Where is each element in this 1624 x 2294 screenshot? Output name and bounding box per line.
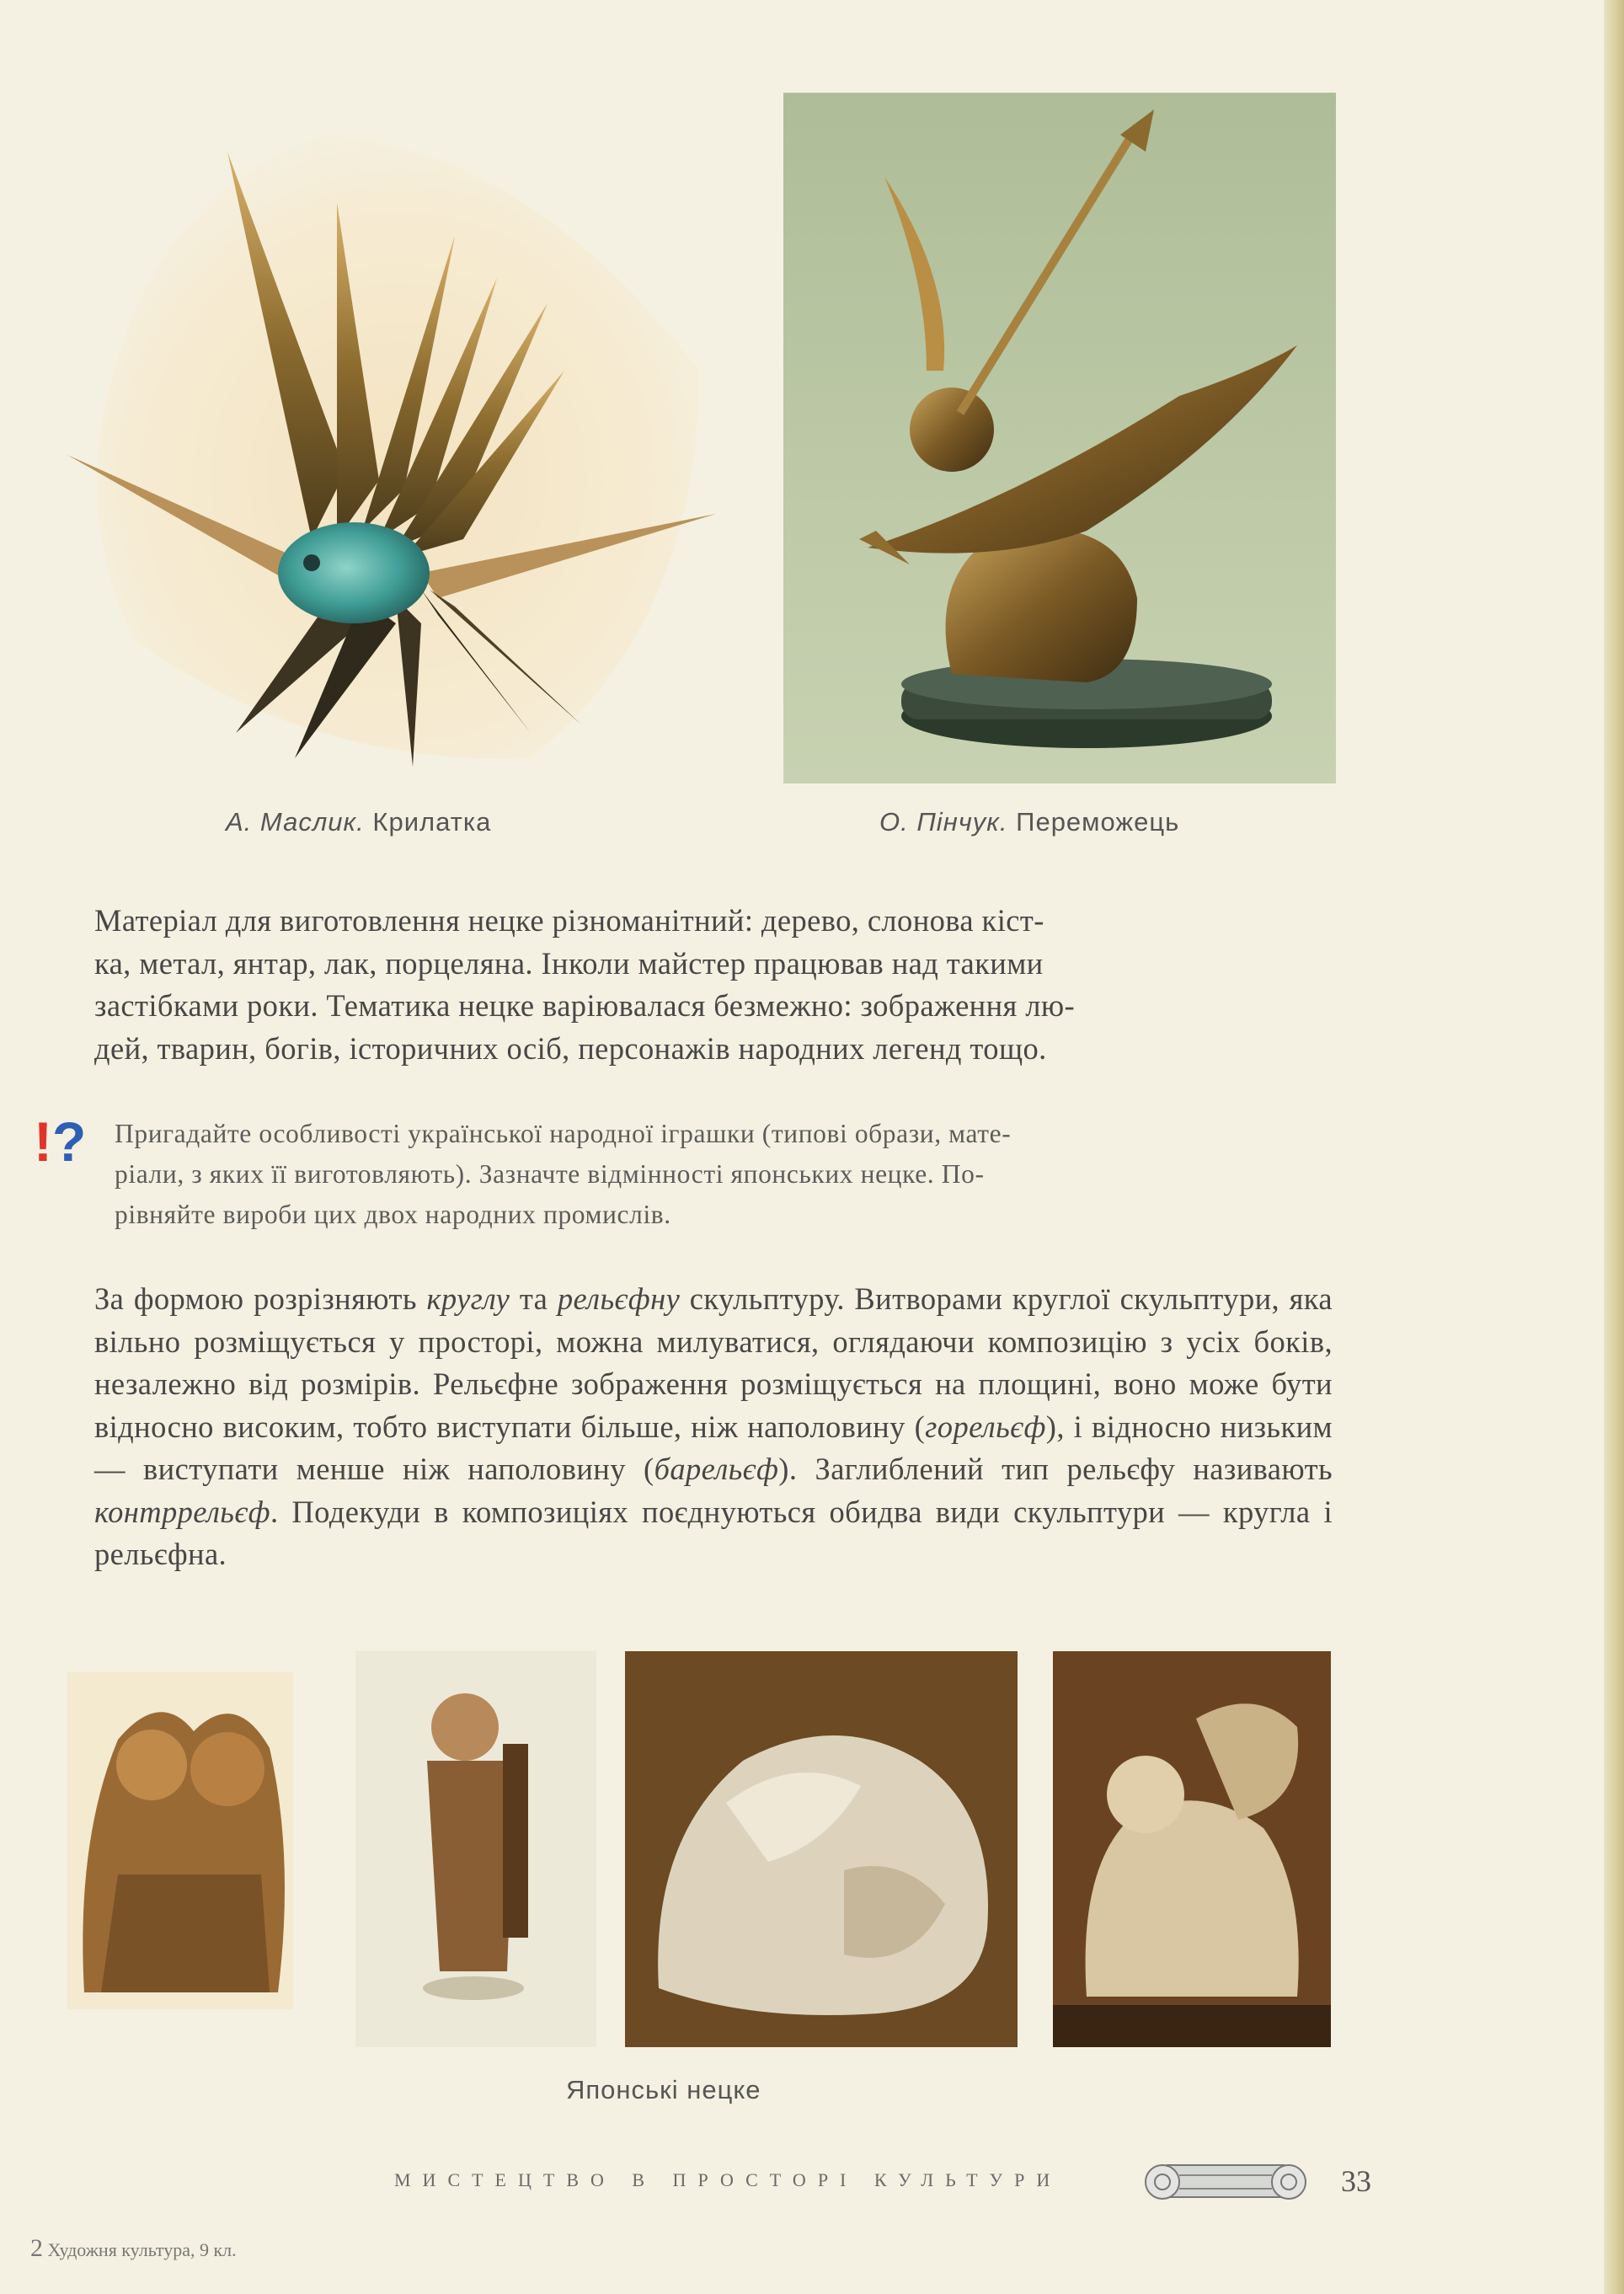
imprint: 2 Художня культура, 9 кл.: [30, 2234, 237, 2262]
term-barelief: барельєф: [654, 1452, 779, 1486]
exclamation-question-icon: !?: [34, 1110, 87, 1173]
column-capital-icon: [1137, 2157, 1314, 2207]
caption-peremozhets: О. Пінчук. Переможець: [879, 807, 1180, 837]
question-line: рівняйте вироби цих двох народних промислів.: [115, 1200, 671, 1229]
paragraph-materials: [94, 900, 1333, 1070]
photo-netsuke-4: [1053, 1651, 1331, 2047]
term-kontrrelief: контррельєф: [94, 1494, 270, 1529]
photo-peremozhets: [783, 93, 1336, 783]
paragraph-sculpture-types: За формою розрізняють круглу та рельєфну скульптуру. Витворами круглої скульптури, яка вільно розміщується у просторі, можна милуватися, оглядаючи композицію з усіх боків, незалежно від розмірів. Рельєфне зображення розміщується на площині, воно може бути відносно високим, тобто виступати більше, ніж наполовину (горельєф), і відносно низьким — виступати менше ніж наполовину (барельєф). Заглиблений тип рельєфу називають контррельєф. Подекуди в композиціях поєднуються обидва види скульптури — кругла і рельєфна.: [94, 1281, 1333, 1571]
term-gorelief: горельєф: [925, 1409, 1046, 1444]
page-edge: [1604, 0, 1624, 2294]
paragraph-line: ка, метал, янтар, лак, порцеляна. Інколи майстер працював над такими: [94, 945, 1044, 981]
term-kruhla: круглу: [426, 1281, 510, 1316]
paragraph-line: дей, тварин, богів, історичних осіб, персонажів народних легенд тощо.: [94, 1030, 1047, 1066]
photo-netsuke-2: [355, 1651, 596, 2047]
page-number: 33: [1341, 2164, 1371, 2198]
term-relief: рельєфну: [557, 1281, 681, 1316]
photo-netsuke-1: [67, 1672, 293, 2009]
caption-krylatka: А. Маслик. Крилатка: [226, 807, 492, 837]
question-block: [115, 1114, 1333, 1235]
footer-running-title: МИСТЕЦТВО В ПРОСТОРІ КУЛЬТУРИ: [394, 2169, 1062, 2190]
photo-krylatka: [59, 118, 733, 775]
paragraph-line: Матеріал для виготовлення нецке різноманітний: дерево, слонова кіст-: [94, 903, 1044, 938]
paragraph-line: застібками роки. Тематика нецке варіювалася безмежно: зображення лю-: [94, 988, 1076, 1023]
question-line: Пригадайте особливості української народної іграшки (типові образи, мате-: [115, 1119, 1012, 1148]
caption-netsuke: Японські нецке: [566, 2075, 761, 2104]
question-line: ріали, з яких її виготовляють). Зазначте відмінності японських нецке. По-: [115, 1159, 985, 1189]
photo-netsuke-3: [625, 1651, 1018, 2047]
